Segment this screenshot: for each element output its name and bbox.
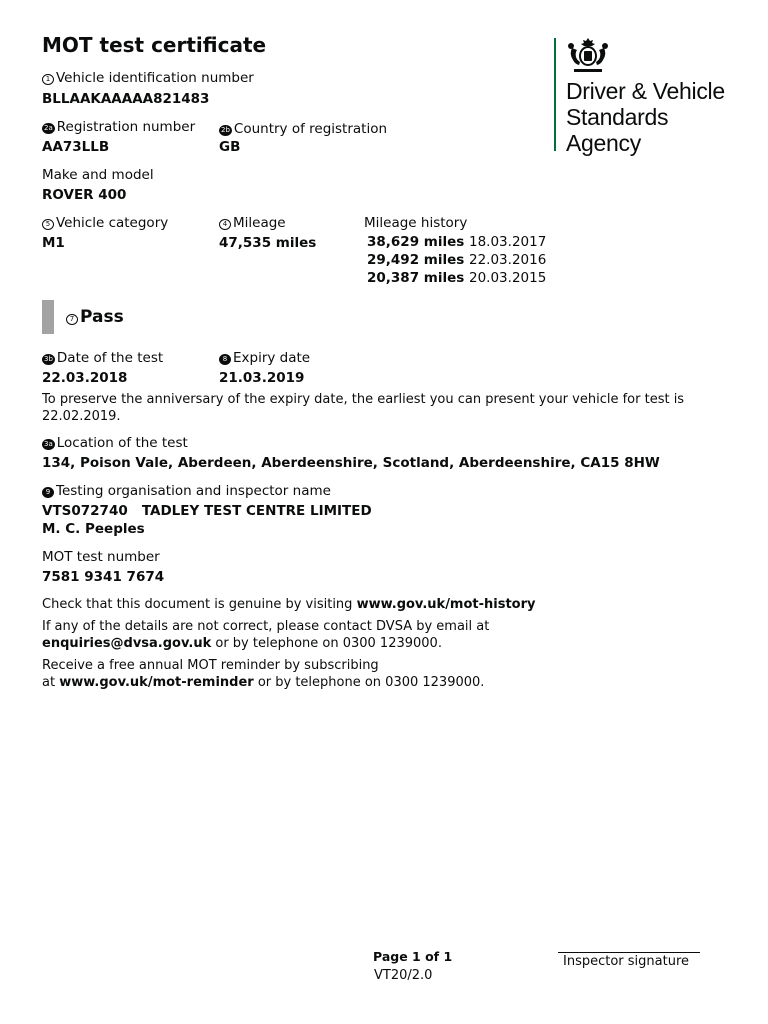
registration-value: AA73LLB (42, 139, 110, 155)
agency-logo-rule (554, 38, 556, 151)
test-date-label (42, 350, 163, 366)
history-miles: 29,492 miles (367, 252, 465, 268)
reminder-note-line: Receive a free annual MOT reminder by subscribing (42, 658, 379, 673)
test-number-value: 7581 9341 7674 (42, 569, 165, 585)
mileage-value: 47,535 miles (219, 235, 317, 251)
vin-label (42, 70, 254, 86)
expiry-date-label (219, 350, 310, 366)
vin-value: BLLAAKAAAAA821483 (42, 91, 210, 107)
history-date: 20.03.2015 (469, 270, 547, 286)
contact-note-rest: or by telephone on 0300 1239000. (211, 636, 442, 651)
mileage-label (219, 215, 286, 231)
category-value: M1 (42, 235, 65, 251)
agency-name-line: Agency (566, 130, 641, 156)
mileage-history-row (367, 252, 546, 270)
field-number-badge: 3a (44, 440, 53, 448)
contact-note-line: If any of the details are not correct, please contact DVSA by email at (42, 619, 490, 634)
test-number-label: MOT test number (42, 549, 160, 565)
field-number-badge: 5 (42, 219, 54, 230)
category-label-text: Vehicle category (56, 215, 169, 231)
inspector-name: M. C. Peeples (42, 521, 145, 537)
vin-label-text: Vehicle identification number (56, 70, 254, 86)
country-value: GB (219, 139, 241, 155)
mileage-history-row (367, 234, 546, 252)
field-number-badge: 2b (221, 126, 230, 134)
test-date-value: 22.03.2018 (42, 370, 128, 386)
registration-label (42, 119, 195, 135)
test-result (66, 307, 124, 327)
mileage-history-label: Mileage history (364, 215, 468, 231)
field-number-badge: 4 (219, 219, 231, 230)
reminder-prefix: at (42, 675, 60, 690)
location-value: 134, Poison Vale, Aberdeen, Aberdeenshire, Scotland, Aberdeenshire, CA15 8HW (42, 455, 660, 471)
category-label (42, 215, 168, 231)
page-number: Page 1 of 1 (373, 949, 453, 964)
reminder-note (42, 657, 484, 691)
location-label (42, 435, 188, 451)
mot-history-link[interactable]: www.gov.uk/mot-history (356, 597, 536, 612)
make-model-label: Make and model (42, 167, 154, 183)
country-label (219, 121, 387, 137)
history-miles: 38,629 miles (367, 234, 465, 250)
reminder-rest: or by telephone on 0300 1239000. (253, 675, 485, 690)
expiry-date-label-text: Expiry date (233, 350, 311, 366)
agency-name-line: Driver & Vehicle (566, 78, 725, 104)
organisation-label (42, 483, 331, 499)
royal-crest-icon (566, 36, 610, 76)
signature-label: Inspector signature (563, 954, 690, 969)
field-number-badge: 7 (66, 314, 78, 325)
form-code: VT20/2.0 (374, 968, 433, 983)
field-number-badge: 3b (44, 355, 53, 363)
organisation-value: VTS072740 TADLEY TEST CENTRE LIMITED (42, 503, 372, 519)
field-number-badge: 2a (44, 124, 53, 132)
expiry-date-value: 21.03.2019 (219, 370, 305, 386)
genuine-note (42, 596, 536, 613)
location-label-text: Location of the test (56, 435, 188, 451)
field-number-badge: 8 (219, 354, 231, 365)
make-model-value: ROVER 400 (42, 187, 127, 203)
history-date: 22.03.2016 (469, 252, 547, 268)
agency-name (566, 78, 725, 156)
history-date: 18.03.2017 (469, 234, 547, 250)
mileage-label-text: Mileage (233, 215, 286, 231)
test-date-label-text: Date of the test (56, 350, 164, 366)
country-label-text: Country of registration (233, 121, 388, 137)
mileage-history-row (367, 270, 546, 288)
agency-name-line: Standards (566, 104, 669, 130)
history-miles: 20,387 miles (367, 270, 465, 286)
anniversary-note-line: To preserve the anniversary of the expiry date, the earliest you can present your vehicle for test is (42, 392, 685, 407)
genuine-note-text: Check that this document is genuine by visiting (42, 597, 357, 612)
field-number-badge: 1 (42, 74, 54, 85)
test-result-value: Pass (80, 307, 124, 327)
mot-reminder-link[interactable]: www.gov.uk/mot-reminder (59, 675, 254, 690)
result-indicator-bar (42, 300, 54, 334)
mileage-history-list (367, 234, 546, 288)
anniversary-note (42, 391, 684, 425)
registration-label-text: Registration number (56, 119, 196, 135)
page-title: MOT test certificate (42, 33, 267, 57)
anniversary-note-line: 22.02.2019. (42, 409, 121, 424)
contact-note (42, 618, 489, 652)
contact-email-link[interactable]: enquiries@dvsa.gov.uk (42, 636, 212, 651)
field-number-badge: 9 (42, 487, 54, 498)
signature-line (558, 952, 700, 953)
organisation-label-text: Testing organisation and inspector name (56, 483, 331, 499)
